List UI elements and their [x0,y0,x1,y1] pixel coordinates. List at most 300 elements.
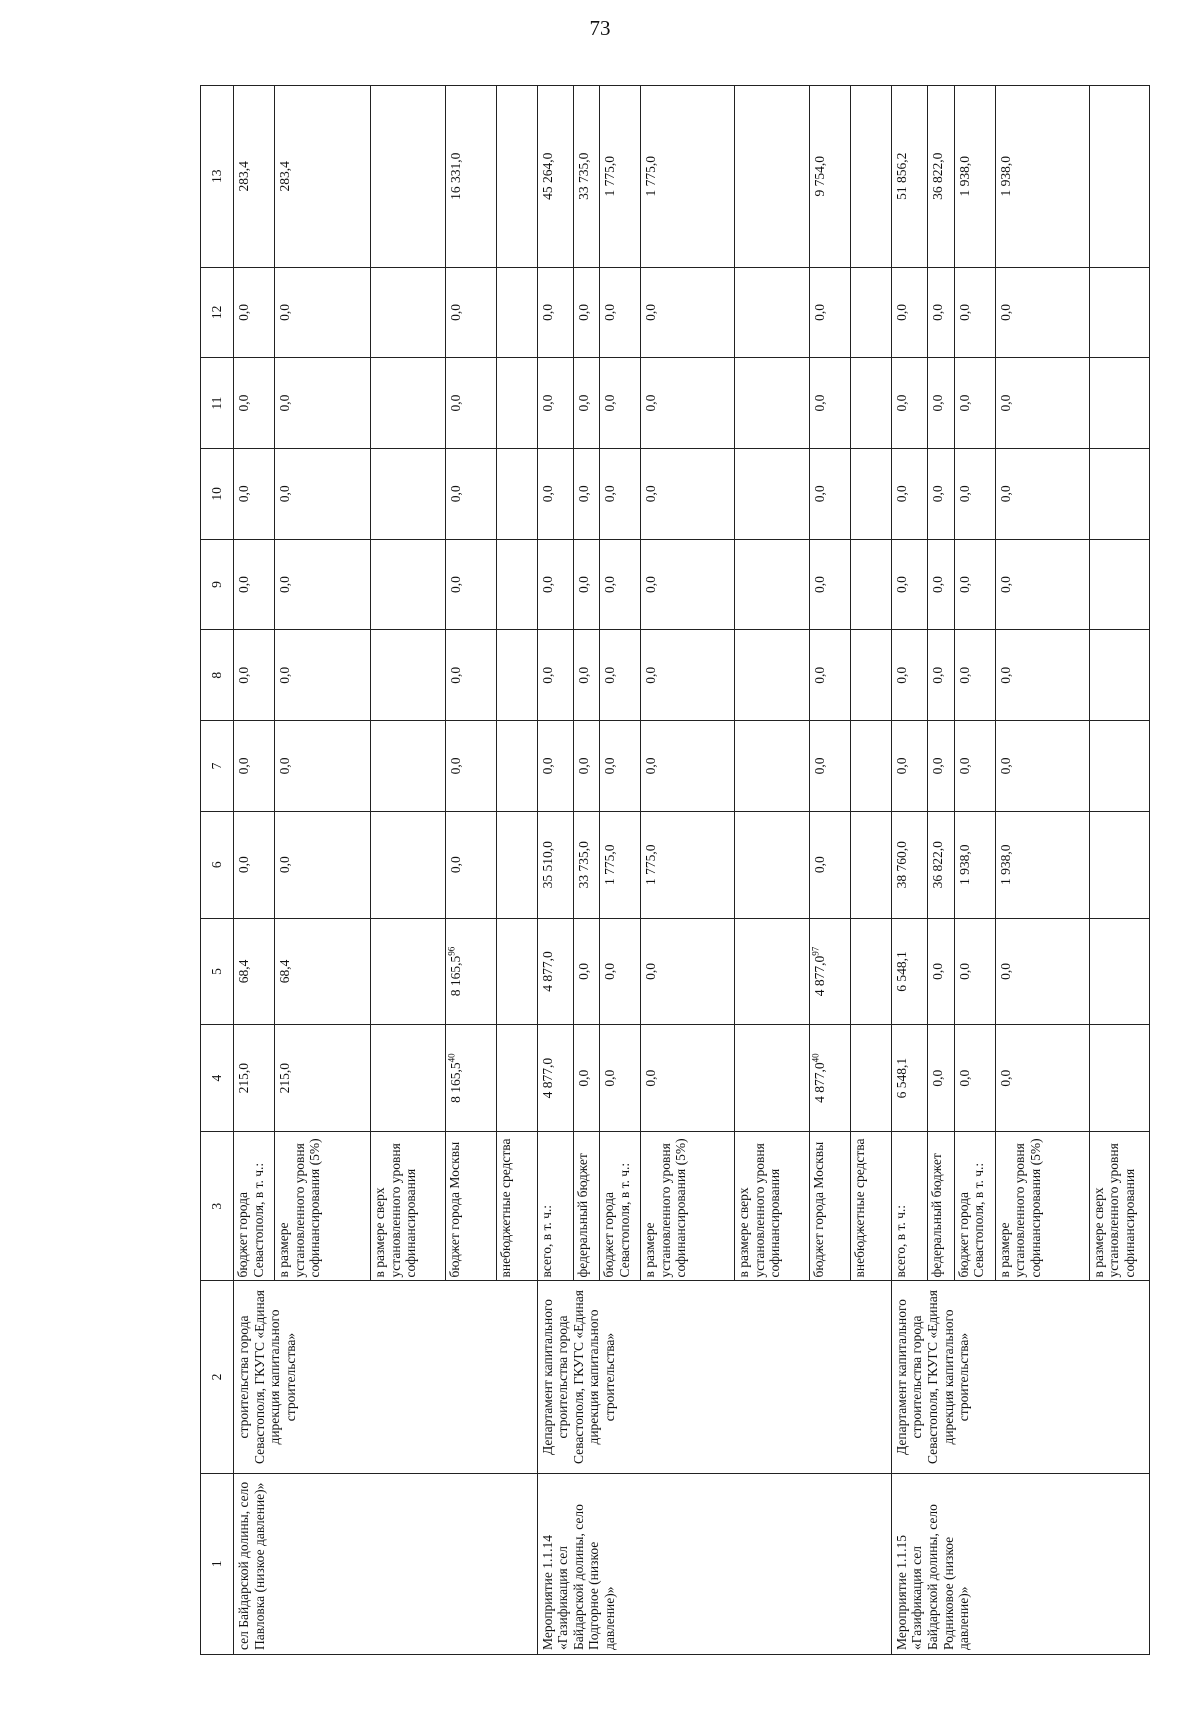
value-text: 0,0 [277,485,292,503]
value-text: 45 264,0 [539,152,555,200]
value-cell [275,721,371,812]
value-text: 0,0 [812,856,828,874]
value-cell [496,86,537,268]
value-cell [954,1025,995,1132]
value-cell [573,721,600,812]
value-cell [234,811,275,918]
value-text: 0,0 [602,394,618,412]
value-cell [600,448,641,539]
value-cell [234,918,275,1025]
value-cell [928,630,955,721]
value-cell [1089,1025,1149,1132]
value-text: 0,0 [236,394,251,412]
value-cell [600,721,641,812]
value-text: 0,0 [539,485,555,503]
value-cell [641,918,735,1025]
value-text: 0,0 [602,576,618,593]
value-text: 0,0 [236,666,251,684]
table-body [234,86,1150,1655]
value-text: 0,0 [448,485,464,503]
value-cell [1089,358,1149,449]
value-text: 6 548,1 [893,1057,909,1099]
value-text: 0,0 [575,757,591,775]
value-cell [600,86,641,268]
value-cell [928,721,955,812]
value-cell [1089,918,1149,1025]
value-cell [537,721,573,812]
value-cell [928,86,955,268]
value-text: 0,0 [812,576,828,593]
value-cell [850,267,891,358]
value-cell [810,358,851,449]
column-header: 10 [201,448,234,539]
value-text: 1 775,0 [643,844,659,885]
value-text: 0,0 [997,394,1013,412]
value-text: 0,0 [643,576,659,593]
value-text: 0,0 [539,757,555,775]
value-cell [371,918,446,1025]
value-cell [371,448,446,539]
value-text: 35 510,0 [539,841,555,889]
value-text: 0,0 [575,963,591,980]
value-cell [954,448,995,539]
footnote-marker: 97 [810,946,821,956]
value-cell [446,358,497,449]
value-cell [573,918,600,1025]
value-cell [496,358,537,449]
value-cell [641,539,735,630]
value-cell [496,918,537,1025]
value-cell [810,918,851,1025]
value-cell [573,358,600,449]
value-cell [234,267,275,358]
value-text: 0,0 [575,576,591,593]
value-cell [891,86,927,268]
funding-source-cell: бюджет города Севастополя, в т. ч.: [234,1132,275,1281]
value-cell [891,539,927,630]
value-cell [1089,448,1149,539]
value-text: 0,0 [930,757,946,775]
value-cell [954,630,995,721]
value-cell [537,86,573,268]
value-cell [371,539,446,630]
value-cell [995,918,1089,1025]
funding-source-cell: всего, в т. ч.: [537,1132,573,1281]
funding-source-cell: в размере сверх установленного уровня софинансирования [1089,1132,1149,1281]
value-cell [446,448,497,539]
value-cell [891,811,927,918]
value-text: 0,0 [643,485,659,503]
value-cell [995,721,1089,812]
table-row [537,86,573,1655]
value-cell [446,918,497,1025]
value-cell [496,1025,537,1132]
value-cell [735,358,810,449]
header-row [201,86,234,1655]
value-text: 0,0 [236,303,251,321]
value-text: 36 822,0 [930,152,946,200]
value-cell [537,448,573,539]
value-cell [995,448,1089,539]
value-text: 0,0 [575,485,591,503]
value-cell [275,539,371,630]
value-cell [600,630,641,721]
value-cell [446,721,497,812]
value-text: 4 877,0 [539,1057,555,1099]
value-cell [891,918,927,1025]
value-cell [928,448,955,539]
value-text: 0,0 [997,757,1013,775]
value-cell [1089,86,1149,268]
value-text: 36 822,0 [930,841,946,889]
value-cell [275,448,371,539]
value-cell [496,448,537,539]
value-cell [810,1025,851,1132]
value-cell [810,539,851,630]
value-cell [735,1025,810,1132]
value-text: 0,0 [277,576,292,593]
value-text: 0,0 [236,576,251,593]
value-text: 0,0 [930,394,946,412]
value-cell [954,918,995,1025]
value-cell [496,630,537,721]
value-text: 4 877,0 [539,951,555,992]
column-header: 6 [201,811,234,918]
column-header: 2 [201,1281,234,1473]
value-cell [891,721,927,812]
value-text: 0,0 [997,576,1013,593]
value-text: 0,0 [236,856,251,874]
value-text: 0,0 [448,666,464,684]
value-cell [850,448,891,539]
value-cell [995,86,1089,268]
value-cell [735,721,810,812]
value-cell [735,448,810,539]
value-cell [641,448,735,539]
value-text: 0,0 [930,485,946,503]
value-text: 38 760,0 [893,841,909,889]
value-cell [850,539,891,630]
value-text: 0,0 [539,303,555,321]
value-cell [1089,267,1149,358]
value-text: 215,0 [236,1062,251,1094]
value-text: 283,4 [236,161,251,192]
value-text: 0,0 [448,394,464,412]
value-cell [928,267,955,358]
value-cell [234,630,275,721]
responsible-org-cell: строительства города Севастополя, ГКУГС «Единая дирекция капитального строительства» [234,1281,538,1473]
value-text: 0,0 [812,666,828,684]
value-cell [600,358,641,449]
value-cell [995,811,1089,918]
value-cell [371,721,446,812]
value-cell [954,721,995,812]
value-text: 51 856,2 [893,152,909,200]
value-cell [234,721,275,812]
value-cell [810,86,851,268]
value-cell [446,267,497,358]
value-cell [446,811,497,918]
value-cell [537,918,573,1025]
value-cell [850,1025,891,1132]
value-cell [573,448,600,539]
column-header: 8 [201,630,234,721]
value-cell [995,1025,1089,1132]
value-cell [234,448,275,539]
value-text: 0,0 [956,303,972,321]
value-text: 0,0 [812,303,828,321]
value-cell [928,1025,955,1132]
value-cell [810,448,851,539]
value-text: 0,0 [956,576,972,593]
value-cell [275,86,371,268]
funding-source-cell: в размере установленного уровня софинансирования (5%) [275,1132,371,1281]
value-text: 8 165,5 [448,1062,464,1103]
value-text: 0,0 [893,666,909,684]
value-text: 0,0 [812,757,828,775]
rotated-table-container [200,85,1150,1655]
value-text: 0,0 [575,394,591,412]
value-cell [234,86,275,268]
funding-source-cell: в размере сверх установленного уровня софинансирования [735,1132,810,1281]
value-text: 1 775,0 [602,844,618,885]
footnote-marker: 40 [810,1053,821,1063]
value-cell [641,721,735,812]
footnote-marker: 96 [446,946,457,956]
value-cell [1089,811,1149,918]
funding-source-cell: федеральный бюджет [573,1132,600,1281]
value-text: 0,0 [956,666,972,684]
value-cell [954,86,995,268]
value-cell [995,630,1089,721]
value-text: 4 877,0 [812,1062,828,1103]
value-text: 0,0 [893,485,909,503]
value-cell [850,630,891,721]
value-cell [600,918,641,1025]
page-number: 73 [589,16,611,40]
value-cell [496,539,537,630]
value-cell [537,630,573,721]
column-header: 12 [201,267,234,358]
value-text: 0,0 [812,485,828,503]
value-cell [995,539,1089,630]
funding-source-cell: внебюджетные средства [850,1132,891,1281]
value-text: 8 165,5 [448,955,464,997]
value-text: 0,0 [956,394,972,412]
value-cell [995,358,1089,449]
column-header: 4 [201,1025,234,1132]
value-text: 0,0 [575,666,591,684]
value-text: 0,0 [643,394,659,412]
value-cell [891,358,927,449]
value-cell [891,1025,927,1132]
footnote-marker: 40 [446,1053,457,1063]
value-cell [275,811,371,918]
column-header: 13 [201,86,234,268]
value-cell [573,811,600,918]
value-cell [1089,721,1149,812]
value-cell [275,267,371,358]
value-text: 0,0 [575,1069,591,1087]
value-cell [537,358,573,449]
value-text: 0,0 [277,757,292,775]
column-header: 1 [201,1473,234,1654]
value-text: 0,0 [539,576,555,593]
value-cell [735,539,810,630]
value-text: 0,0 [277,394,292,412]
value-cell [954,539,995,630]
value-cell [928,918,955,1025]
value-cell [446,1025,497,1132]
value-text: 0,0 [448,757,464,775]
value-text: 0,0 [812,394,828,412]
value-cell [891,448,927,539]
value-cell [234,358,275,449]
value-cell [641,358,735,449]
value-text: 0,0 [997,1069,1013,1087]
value-cell [496,267,537,358]
value-cell [641,630,735,721]
value-text: 1 938,0 [997,844,1013,885]
measure-name-cell: Мероприятие 1.1.15 «Газификация сел Байдарской долины, село Родниковое (низкое давление)» [891,1473,1149,1654]
value-cell [600,1025,641,1132]
value-cell [446,539,497,630]
value-text: 1 938,0 [997,156,1013,197]
value-text: 0,0 [930,963,946,980]
value-text: 0,0 [448,576,464,593]
value-cell [850,721,891,812]
value-cell [850,918,891,1025]
value-text: 215,0 [277,1062,292,1094]
value-text: 0,0 [602,963,618,980]
value-text: 16 331,0 [448,152,464,200]
value-cell [641,1025,735,1132]
value-text: 0,0 [997,303,1013,321]
value-cell [371,1025,446,1132]
value-cell [735,630,810,721]
value-cell [537,539,573,630]
column-header: 5 [201,918,234,1025]
value-cell [850,358,891,449]
funding-source-cell: бюджет города Москвы [810,1132,851,1281]
value-cell [641,267,735,358]
value-cell [850,86,891,268]
value-text: 0,0 [956,485,972,503]
value-text: 0,0 [602,485,618,503]
value-text: 6 548,1 [893,951,909,992]
value-cell [371,811,446,918]
value-cell [573,630,600,721]
value-text: 1 938,0 [956,156,972,197]
value-text: 0,0 [893,394,909,412]
funding-source-cell: в размере установленного уровня софинансирования (5%) [641,1132,735,1281]
value-cell [735,86,810,268]
value-cell [954,811,995,918]
table-row [891,86,927,1655]
value-cell [446,86,497,268]
value-text: 0,0 [602,757,618,775]
funding-source-cell: в размере сверх установленного уровня софинансирования [371,1132,446,1281]
value-text: 0,0 [893,576,909,593]
value-text: 1 938,0 [956,844,972,885]
value-text: 0,0 [643,757,659,775]
value-text: 0,0 [602,303,618,321]
column-header: 3 [201,1132,234,1281]
value-text: 9 754,0 [812,156,828,197]
funding-source-cell: внебюджетные средства [496,1132,537,1281]
value-text: 0,0 [539,666,555,684]
table-row [234,86,275,1655]
value-cell [641,811,735,918]
responsible-org-cell: Департамент капитального строительства города Севастополя, ГКУГС «Единая дирекция капитального строительства» [891,1281,1149,1473]
value-text: 0,0 [930,303,946,321]
value-text: 68,4 [236,959,251,984]
value-text: 0,0 [575,303,591,321]
measure-name-cell: Мероприятие 1.1.14 «Газификация сел Байдарской долины, село Подгорное (низкое давление)» [537,1473,891,1654]
value-text: 4 877,0 [812,955,828,997]
value-cell [810,721,851,812]
value-text: 0,0 [997,963,1013,980]
value-text: 0,0 [448,856,464,874]
value-cell [850,811,891,918]
value-cell [573,86,600,268]
funding-source-cell: всего, в т. ч.: [891,1132,927,1281]
measure-name-cell: сел Байдарской долины, село Павловка (низкое давление)» [234,1473,538,1654]
value-cell [600,267,641,358]
funding-source-cell: бюджет города Севастополя, в т. ч.: [600,1132,641,1281]
value-cell [275,918,371,1025]
value-cell [641,86,735,268]
responsible-org-cell: Департамент капитального строительства города Севастополя, ГКУГС «Единая дирекция капитального строительства» [537,1281,891,1473]
value-cell [928,539,955,630]
value-text: 0,0 [956,963,972,980]
value-cell [600,539,641,630]
value-cell [275,1025,371,1132]
value-text: 0,0 [236,485,251,503]
value-text: 0,0 [448,303,464,321]
value-cell [995,267,1089,358]
value-text: 0,0 [236,757,251,775]
value-text: 0,0 [930,666,946,684]
value-cell [537,811,573,918]
value-text: 0,0 [956,1069,972,1087]
value-cell [735,918,810,1025]
value-cell [954,358,995,449]
value-text: 0,0 [893,303,909,321]
value-cell [371,267,446,358]
value-text: 0,0 [539,394,555,412]
value-cell [275,630,371,721]
value-text: 0,0 [643,1069,659,1087]
value-text: 0,0 [643,666,659,684]
value-text: 0,0 [930,1069,946,1087]
value-cell [928,811,955,918]
value-text: 1 775,0 [602,156,618,197]
value-cell [371,358,446,449]
value-cell [234,539,275,630]
value-text: 0,0 [602,666,618,684]
value-cell [810,630,851,721]
value-cell [537,267,573,358]
value-cell [928,358,955,449]
value-text: 33 735,0 [575,152,591,200]
value-cell [891,630,927,721]
value-cell [573,1025,600,1132]
value-cell [735,267,810,358]
value-text: 0,0 [997,485,1013,503]
value-text: 0,0 [893,757,909,775]
value-cell [496,721,537,812]
